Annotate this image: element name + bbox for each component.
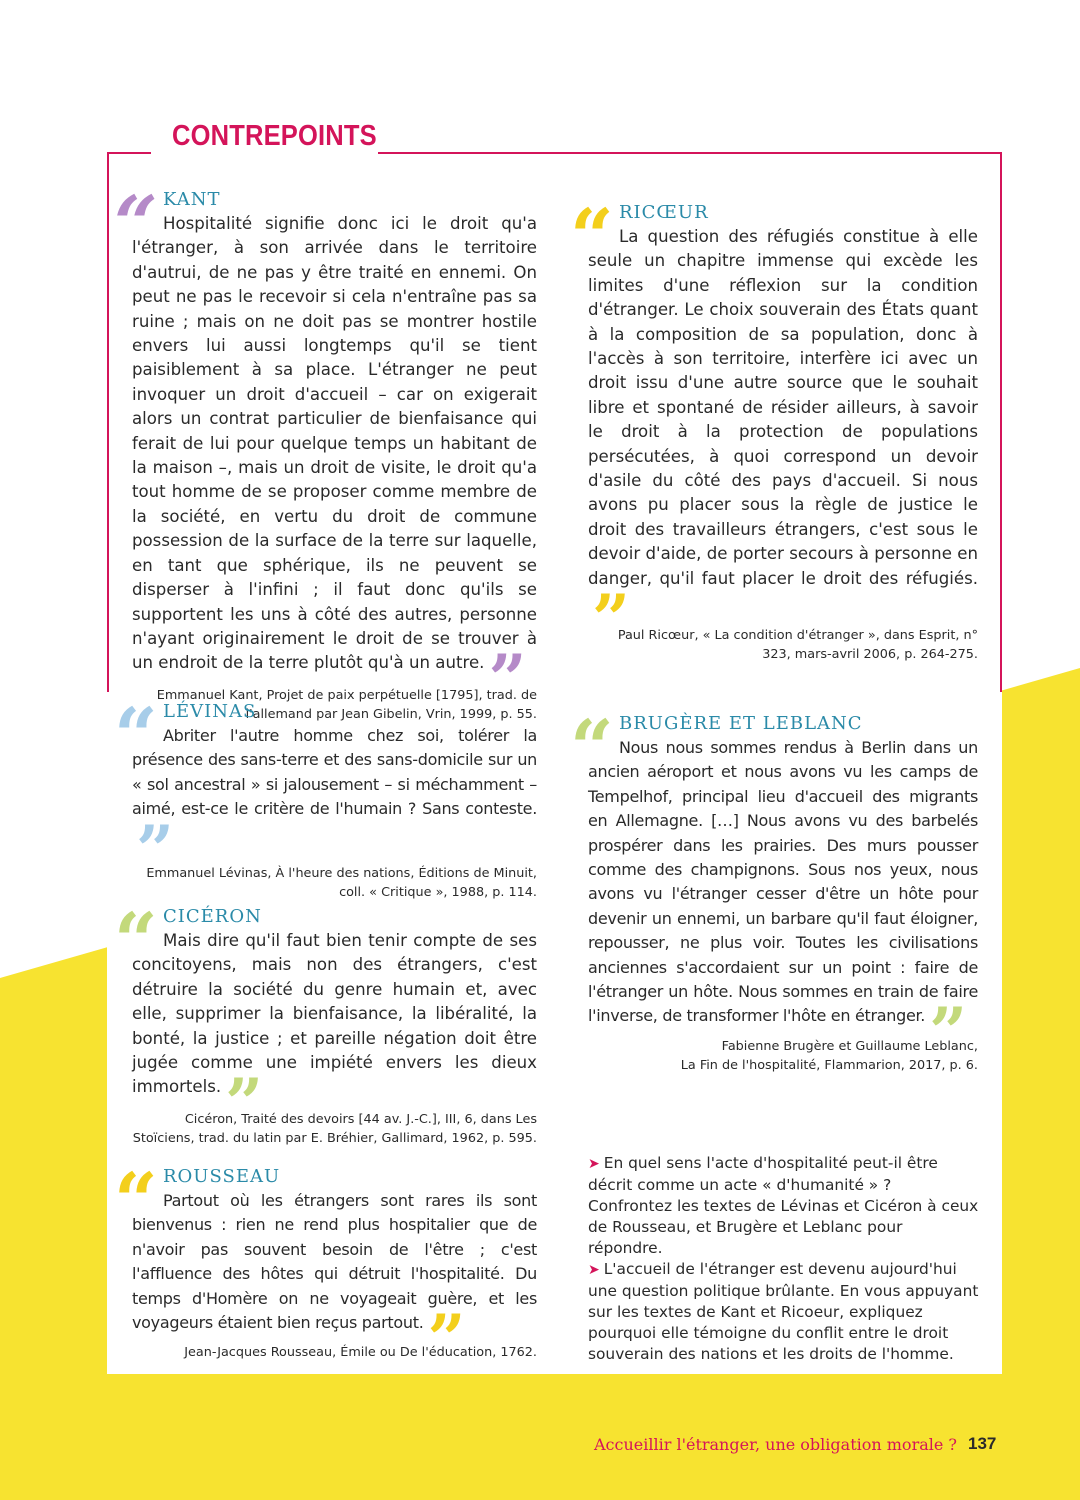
open-quote-icon: “: [114, 1156, 158, 1245]
brugere-text: Nous nous sommes rendus à Berlin dans un ancien aéroport et nous avons vu les camps de Tempelhof, principal lieu d'accueil des migrants en Allemagne. […] Nous avons vu des barbelés prospérer dans les prairies. Des murs pousser comme des champignons. Sous nos yeux, nous avons vu l'étranger cesser d'être un hôte pour devenir un ennemi, un barbare qu'il faut éloigner, repousser, ne plus voir. Toutes les civilisations anciennes s'accordaient sur un point : faire de l'étranger un hôte. Nous sommes en train de faire l'inverse, de transformer l'hôte en étranger.: [588, 738, 978, 1026]
author-name: KANT: [163, 189, 221, 210]
close-quote-icon: ”: [136, 810, 174, 889]
study-questions: [588, 1153, 980, 1365]
levinas-text: Abriter l'autre homme chez soi, tolérer la présence des sans-terre et des sans-domicile sur un « sol ancestral » si jalousement – si méchamment – aimé, est-ce le critère de l'humain ? Sans conteste.: [132, 726, 537, 819]
open-quote-icon: “: [570, 703, 614, 792]
question-text: En quel sens l'acte d'hospitalité peut-il être décrit comme un acte « d'humanité » ? Confrontez les textes de Lévinas et Cicéron à ceux de Rousseau, et Brugère et Leblanc pour répondre.: [588, 1154, 979, 1257]
author-name: ROUSSEAU: [163, 1166, 281, 1187]
frame-border-left: [107, 152, 109, 692]
kant-text: Hospitalité signifie donc ici le droit qu'a l'étranger, à son arrivée dans le territoire d'autrui, de ne pas y être traité en ennemi. On peut ne pas le recevoir si cela n'entraîne pas sa ruine ; mais on ne doit pas se montrer hostile envers lui aussi longtemps qu'il se tient paisiblement à sa place. L'étranger ne peut invoquer un droit d'accueil – car on exigerait alors un contrat particulier de bienfaisance qui ferait de lui pour quelque temps un habitant de la maison –, mais un droit de visite, le droit qu'a tout homme de se proposer comme membre de la société, en vertu du droit de commune possession de la surface de la terre sur laquelle, en tant que sphérique, ils ne peuvent se disperser à l'infini ; il faut donc qu'ils se supportent les uns à côté des autres, personne n'ayant originairement le droit de se trouver à un endroit de la terre plutôt qu'à un autre.: [132, 214, 537, 673]
ricoeur-text: La question des réfugiés constitue à elle seule un chapitre immense qui excède les limites d'une réflexion sur la condition d'étranger. Le choix souverain des États quant à la composition de sa population, donc à l'accès à son territoire, interfère ici avec un droit issu d'une autre source que le souhait libre et spontané de résider ailleurs, à savoir le droit à la protection de populations persécutées, à quoi correspond un devoir d'asile du côté des pays d'accueil. Si nous avons pu placer sous la règle de justice le droit des travailleurs étrangers, c'est sous le devoir d'aide, de porter secours à personne en danger, qu'il faut placer le droit des réfugiés.: [588, 227, 978, 588]
author-name: RICŒUR: [619, 202, 709, 223]
citation: Emmanuel Kant, Projet de paix perpétuelle [1795], trad. de l'allemand par Jean Gibelin, Vrin, 1999, p. 55.: [156, 687, 537, 722]
ricoeur-block: [570, 192, 978, 664]
ciceron-block: [114, 896, 537, 1148]
open-quote-icon: “: [114, 691, 158, 780]
page-number: 137: [968, 1434, 997, 1453]
citation: [588, 1037, 978, 1075]
chapter-title: Accueillir l'étranger, une obligation morale ?: [594, 1435, 957, 1454]
close-quote-icon: ”: [488, 640, 527, 719]
author-name: BRUGÈRE ET LEBLANC: [619, 713, 863, 734]
rousseau-block: [114, 1156, 537, 1379]
question-item: [588, 1153, 980, 1259]
question-text: L'accueil de l'étranger est devenu aujourd'hui une question politique brûlante. En vous appuyant sur les textes de Kant et Ricoeur, expliquez pourquoi elle témoigne du conflit entre le droit souverain des nations et les droits de l'homme.: [588, 1260, 979, 1363]
arrow-icon: ➤: [588, 1156, 600, 1172]
close-quote-icon: ”: [225, 1064, 264, 1143]
question-item: [588, 1259, 980, 1365]
open-quote-icon: “: [114, 179, 158, 268]
author-name: CICÉRON: [163, 906, 262, 927]
page-title: CONTREPOINTS: [172, 120, 377, 152]
citation-line-1: Fabienne Brugère et Guillaume Leblanc,: [721, 1038, 978, 1054]
open-quote-icon: “: [570, 192, 614, 281]
ciceron-text: Mais dire qu'il faut bien tenir compte de ses concitoyens, mais non des étrangers, c'est détruire la société du genre humain et, avec elle, supprimer la bienfaisance, la libéralité, la bonté, la justice ; et pareille négation doit être jugée comme une impiété envers les dieux immortels.: [132, 931, 537, 1097]
frame-border-top-left: [107, 152, 151, 154]
close-quote-icon: ”: [929, 993, 967, 1072]
author-name: LÉVINAS: [163, 701, 257, 722]
citation: Cicéron, Traité des devoirs [44 av. J.-C.], III, 6, dans Les Stoïciens, trad. du latin par E. Bréhier, Gallimard, 1962, p. 595.: [132, 1111, 537, 1146]
citation: Paul Ricœur, « La condition d'étranger », dans Esprit, n° 323, mars-avril 2006, p. 264-275.: [617, 627, 978, 662]
frame-border-top-right: [378, 152, 1002, 154]
open-quote-icon: “: [114, 896, 158, 985]
rousseau-text: Partout où les étrangers sont rares ils sont bienvenus : rien ne rend plus hospitalier que de n'avoir pas souvent besoin de l'être ; c'est l'affluence des hôtes qui détruit l'hospitalité. Du temps d'Homère on ne voyageait guère, et les voyageurs étaient bien reçus partout.: [132, 1191, 537, 1333]
close-quote-icon: ”: [427, 1300, 466, 1379]
citation: Emmanuel Lévinas, À l'heure des nations, Éditions de Minuit, coll. « Critique », 1988, p. 114.: [146, 866, 537, 901]
brugere-leblanc-block: [570, 703, 978, 1075]
kant-block: [114, 179, 537, 724]
frame-border-right: [1000, 152, 1002, 692]
citation-line-2: La Fin de l'hospitalité, Flammarion, 2017, p. 6.: [680, 1057, 978, 1073]
arrow-icon: ➤: [588, 1262, 600, 1278]
levinas-block: [114, 691, 537, 902]
close-quote-icon: ”: [592, 580, 630, 659]
citation: Jean-Jacques Rousseau, Émile ou De l'éducation, 1762.: [184, 1345, 537, 1361]
